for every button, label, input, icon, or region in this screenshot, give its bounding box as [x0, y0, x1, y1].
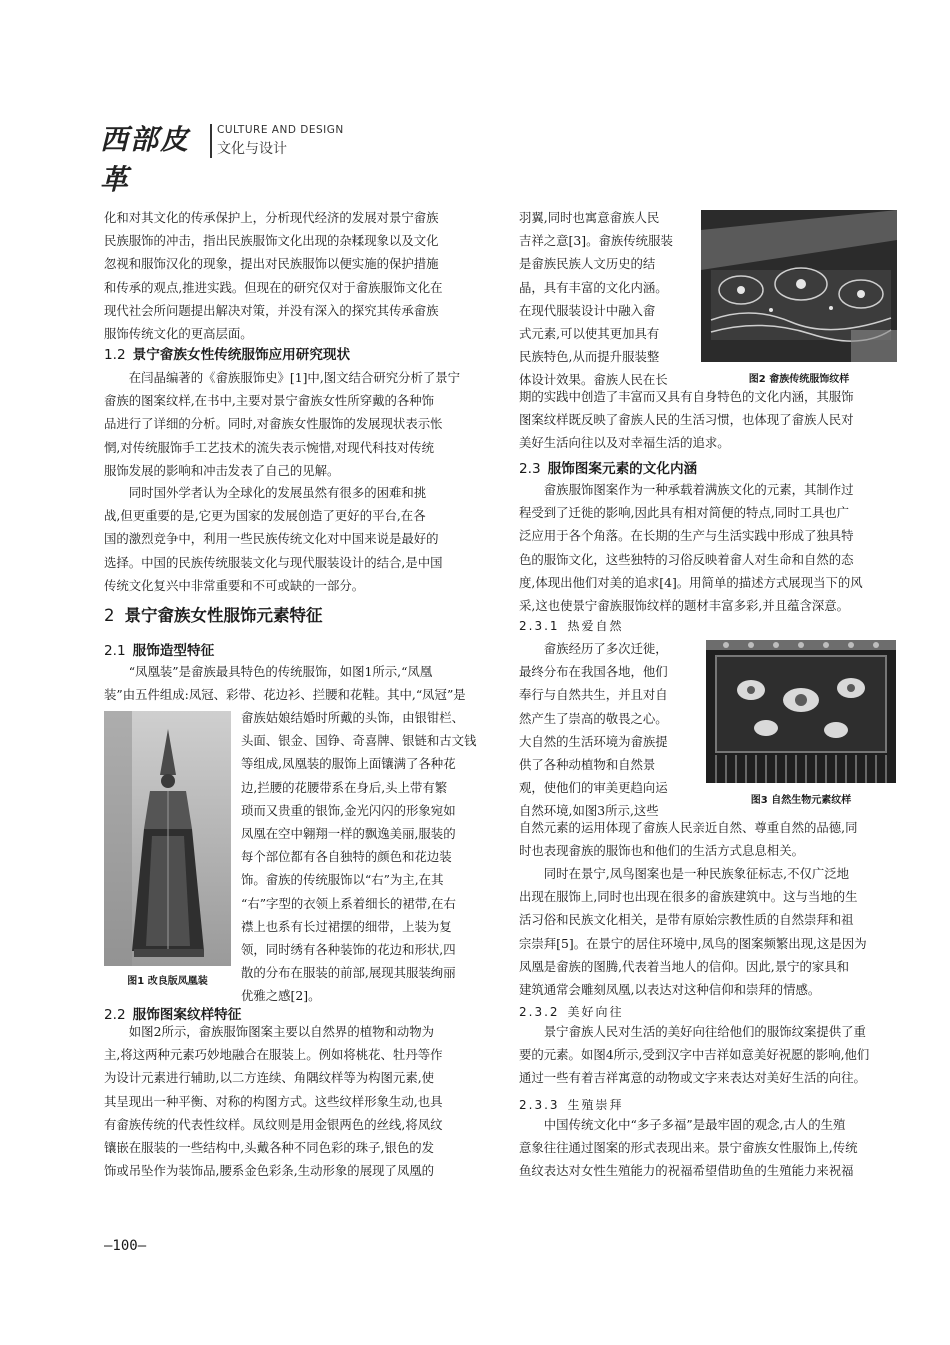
figure-1-caption: 图1 改良版凤凰装 [127, 976, 208, 987]
text-line: 建筑通常会雕刻凤凰,以表达对这种信仰和崇拜的情感。 [519, 982, 821, 998]
paragraph-1-2a [104, 366, 484, 482]
text-line: 畲族服饰图案作为一种承载着满族文化的元素，其制作过 [543, 482, 854, 497]
page-number: —100— [104, 1238, 147, 1254]
text-line: 如图2所示，畲族服饰图案主要以自然界的植物和动物为 [128, 1024, 435, 1039]
text-line: “凤凰装”是畲族最具特色的传统服饰，如图1所示,“凤凰 [128, 664, 433, 679]
text-line: 畲族的图案纹样,在书中,主要对景宁畲族女性所穿戴的各种饰 [104, 393, 435, 409]
text-line: 景宁畲族人民对生活的美好向往给他们的服饰纹案提供了重 [543, 1024, 866, 1039]
text-line: 美好生活向往以及对幸福生活的追求。 [519, 435, 730, 451]
paragraph-r1-wrap [519, 206, 689, 392]
text-line: 大自然的生活环境为畲族提 [519, 733, 668, 749]
figure-2-caption: 图2 畲族传统服饰纹样 [748, 374, 850, 385]
text-line: 最终分布在我国各地，他们 [519, 664, 668, 680]
header-divider [210, 124, 212, 158]
heading-2: 2 景宁畲族女性服饰元素特征 [104, 606, 323, 625]
text-line: 同时在景宁,凤鸟图案也是一种民族象征标志,不仅广泛地 [543, 866, 850, 881]
text-line: 镶嵌在服装的一些结构中,头戴各种不同色彩的珠子,银色的发 [104, 1140, 435, 1156]
text-line: 民族特色,从而提升服装整 [519, 349, 660, 365]
text-line: 畲族经历了多次迁徙， [543, 641, 668, 656]
paragraph-2-1-wrap [241, 706, 484, 1008]
paragraph-2-3-1-full [519, 816, 896, 862]
text-line: 自然元素的运用体现了畲族人民亲近自然、尊重自然的品德,同 [519, 820, 858, 835]
text-line: 通过一些有着吉祥寓意的动物或文字来表达对美好生活的向往。 [519, 1070, 866, 1086]
text-line: 其呈现出一种平衡、对称的构图方式。这些纹样形象生动,也具 [104, 1093, 443, 1109]
text-line: 式元素,可以使其更加具有 [519, 326, 660, 342]
text-line: 传统文化复兴中非常重要和不可或缺的一部分。 [104, 577, 365, 593]
paragraph-2-3-3 [519, 1113, 896, 1183]
paragraph-2-1 [104, 660, 484, 706]
journal-logo: 西部皮革 [100, 123, 191, 196]
paragraph-2-3-2 [519, 1020, 896, 1090]
figure-3-nature-pattern [706, 640, 896, 783]
text-line: 同时国外学者认为全球化的发展虽然有很多的困难和挑 [128, 485, 427, 500]
text-line: 现代社会所问题提出解决对策，并没有深入的探究其传承畲族 [104, 302, 439, 318]
text-line: 有畲族传统的代表性纹样。凤纹则是用金银两色的丝线,将凤纹 [104, 1116, 443, 1132]
heading-2-1: 2.1 服饰造型特征 [104, 643, 215, 659]
text-line: 在现代服装设计中融入畲 [519, 302, 656, 318]
figure-2-traditional-pattern [701, 210, 897, 362]
text-line: 服饰发展的影响和冲击发表了自己的见解。 [104, 462, 340, 478]
text-line: 边,拦腰的花腰带系在身后,头上带有繁 [241, 779, 448, 795]
paragraph-1-2b [104, 481, 484, 597]
text-line: 等组成,凤凰装的服饰上面镶满了各种花 [241, 756, 456, 772]
text-line: 凤凰是畲族的图腾,代表着当地人的信仰。因此,景宁的家具和 [519, 958, 850, 974]
section-title-cn: 文化与设计 [217, 141, 287, 157]
text-line: 采,这也使景宁畲族服饰纹样的题材丰富多彩,并且蕴含深意。 [519, 598, 850, 614]
text-line: 服饰传统文化的更高层面。 [104, 326, 253, 342]
text-line: 晶，具有丰富的文化内涵。 [519, 279, 668, 295]
text-line: 活习俗和民族文化相关，是带有原始宗教性质的自然崇拜和祖 [519, 912, 854, 928]
text-line: 品进行了详细的分析。同时,对畲族女性服饰的发展现状表示怅 [104, 416, 443, 432]
text-line: 吉祥之意[3]。畲族传统服装 [519, 233, 673, 249]
text-line: 琐而又贵重的银饰,金光闪闪的形象宛如 [241, 802, 456, 818]
text-line: 度,体现出他们对美的追求[4]。用简单的描述方式展现当下的风 [519, 574, 863, 590]
text-line: 战,但更重要的是,它更为国家的发展创造了更好的平台,在各 [104, 508, 426, 524]
text-line: 鱼纹表达对女性生殖能力的祝福希望借助鱼的生殖能力来祝福 [519, 1163, 854, 1179]
text-line: 为设计元素进行辅助,以二方连续、角隅纹样等为构图元素,使 [104, 1070, 435, 1086]
heading-2-3-3: 2.3.3 生殖崇拜 [519, 1098, 624, 1112]
text-line: 选择。中国的民族传统服装文化与现代服装设计的结合,是中国 [104, 554, 443, 570]
text-line: 领，同时绣有各种装饰的花边和形状,四 [241, 942, 456, 958]
heading-2-3-1: 2.3.1 热爱自然 [519, 619, 624, 633]
text-line: “右”字型的衣领上系着细长的裙带,在右 [241, 895, 456, 911]
text-line: 在闫晶编著的《畲族服饰史》[1]中,图文结合研究分析了景宁 [128, 370, 461, 385]
text-line: 时也表现畲族的服饰也和他们的生活方式息息相关。 [519, 843, 804, 859]
text-line: 民族服饰的冲击，指出民族服饰文化出现的杂糅现象以及文化 [104, 233, 439, 249]
heading-2-2: 2.2 服饰图案纹样特征 [104, 1007, 242, 1023]
text-line: 主,将这两种元素巧妙地融合在服装上。例如将桃花、牡丹等作 [104, 1047, 443, 1063]
heading-2-3-2: 2.3.2 美好向往 [519, 1005, 624, 1019]
text-line: 和传承的观点,推进实践。但现在的研究仅对于畲族服饰文化在 [104, 279, 443, 295]
text-line: 期的实践中创造了丰富而又具有自身特色的文化内涵，其服饰 [519, 389, 854, 404]
text-line: 宗崇拜[5]。在景宁的居住环境中,凤鸟的图案频繁出现,这是因为 [519, 935, 867, 951]
text-line: 泛应用于各个角落。在长期的生产与生活实践中形成了独具特 [519, 528, 854, 544]
heading-1-2: 1.2 景宁畲族女性传统服饰应用研究现状 [104, 347, 351, 363]
text-line: 化和对其文化的传承保护上，分析现代经济的发展对景宁畲族 [104, 210, 439, 225]
text-line: 头面、银金、国铮、奇喜牌、银链和古文钱 [241, 733, 477, 749]
text-line: 色的服饰文化，这些独特的习俗反映着畲人对生命和自然的态 [519, 551, 854, 567]
heading-2-3: 2.3 服饰图案元素的文化内涵 [519, 461, 698, 477]
figure-1-phoenix-costume [104, 711, 231, 966]
text-line: 然产生了崇高的敬畏之心。 [519, 710, 668, 726]
text-line: 国的激烈竞争中，利用一些民族传统文化对中国来说是最好的 [104, 531, 439, 547]
text-line: 体设计效果。畲族人民在长 [519, 372, 668, 388]
figure-3-caption: 图3 自然生物元素纹样 [750, 795, 852, 806]
text-line: 要的元素。如图4所示,受到汉字中吉祥如意美好祝愿的影响,他们 [519, 1047, 870, 1063]
text-line: 意象往往通过图案的形式表现出来。景宁畲族女性服饰上,传统 [519, 1140, 858, 1156]
text-line: 畲族姑娘结婚时所戴的头饰，由银钳栏、 [241, 710, 465, 725]
text-line: 散的分布在服装的前部,展现其服装绚丽 [241, 965, 456, 981]
section-title-en: CULTURE AND DESIGN [217, 124, 344, 136]
text-line: 优雅之感[2]。 [241, 988, 321, 1004]
text-line: 奉行与自然共生，并且对自 [519, 687, 668, 703]
text-line: 装”由五件组成:凤冠、彩带、花边衫、拦腰和花鞋。其中,“凤冠”是 [104, 687, 466, 703]
intro-paragraph [104, 206, 484, 345]
text-line: 供了各种动植物和自然景 [519, 757, 656, 773]
text-line: 羽翼,同时也寓意畲族人民 [519, 210, 660, 225]
paragraph-2-3-1-wrap [519, 637, 689, 823]
text-line: 程受到了迁徙的影响,因此具有相对简便的特点,同时工具也广 [519, 505, 850, 521]
paragraph-r1-full [519, 385, 896, 455]
text-line: 襟上也系有长过裙摆的细带，上装为复 [241, 918, 452, 934]
text-line: 饰。畲族的传统服饰以“右”为主,在其 [241, 872, 444, 888]
text-line: 观，使他们的审美更趋向运 [519, 780, 668, 796]
text-line: 忽视和服饰汉化的现象，提出对民族服饰以便实施的保护措施 [104, 256, 439, 272]
text-line: 自然环境,如图3所示,这些 [519, 803, 659, 819]
text-line: 每个部位都有各自独特的颜色和花边装 [241, 849, 452, 865]
text-line: 惘,对传统服饰手工艺技术的流失表示惋惜,对现代科技对传统 [104, 439, 435, 455]
text-line: 中国传统文化中“多子多福”是最牢固的观念,古人的生殖 [543, 1117, 846, 1132]
paragraph-2-3 [519, 478, 896, 617]
text-line: 饰或吊坠作为装饰品,腰系金色彩条,生动形象的展现了凤凰的 [104, 1163, 435, 1179]
text-line: 出现在服饰上,同时也出现在很多的畲族建筑中。这与当地的生 [519, 889, 858, 905]
text-line: 凤凰在空中翱翔一样的飘逸美丽,服装的 [241, 826, 456, 842]
paragraph-2-2 [104, 1020, 484, 1182]
paragraph-2-3-1b [519, 862, 896, 1001]
text-line: 图案纹样既反映了畲族人民的生活习惯，也体现了畲族人民对 [519, 412, 854, 428]
text-line: 是畲族民族人文历史的结 [519, 256, 656, 272]
